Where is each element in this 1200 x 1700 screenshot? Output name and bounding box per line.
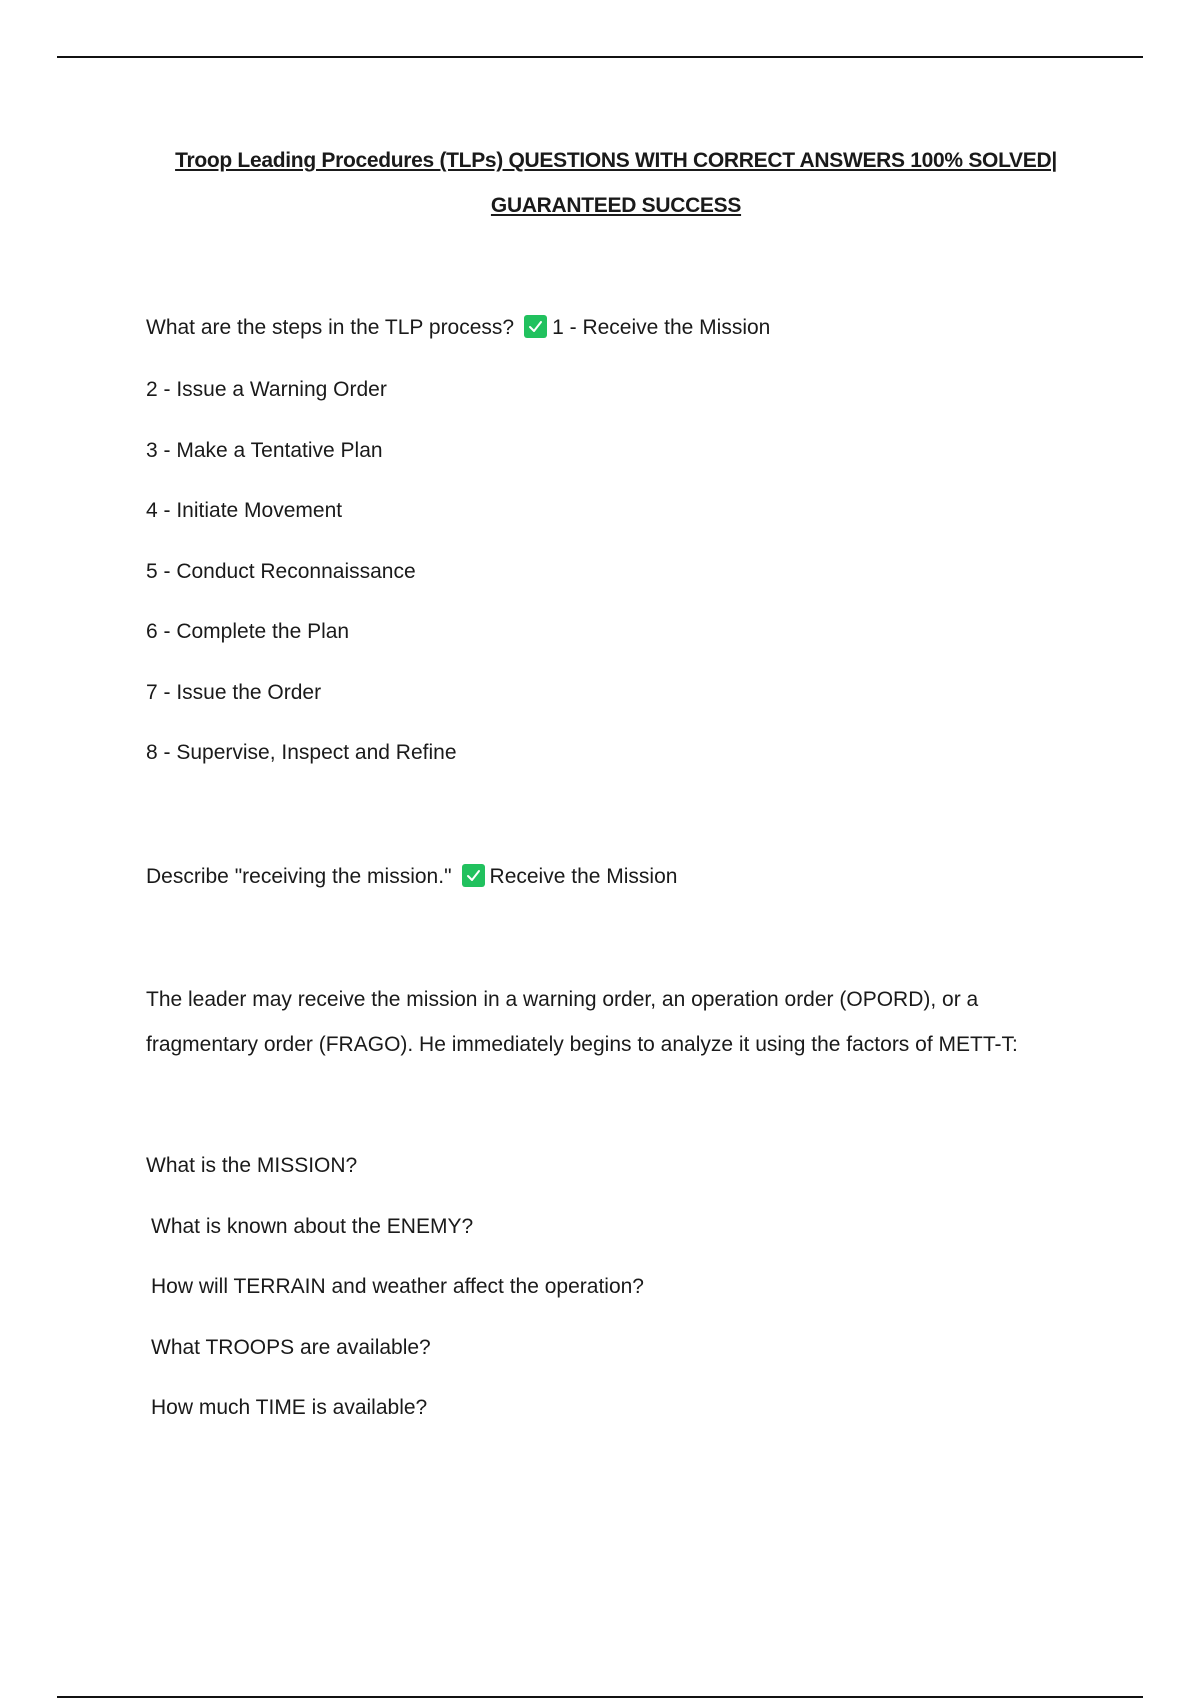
check-mark-icon (524, 315, 547, 338)
tlp-step-3: 3 - Make a Tentative Plan (146, 439, 383, 462)
question-2 (146, 863, 677, 890)
question-1 (146, 314, 770, 341)
question-1-answer: 1 - Receive the Mission (552, 316, 771, 339)
question-2-text: Describe "receiving the mission." (146, 865, 452, 888)
tlp-step-4: 4 - Initiate Movement (146, 499, 343, 522)
mett-t-troops: What TROOPS are available? (151, 1336, 431, 1359)
header-rule (57, 56, 1143, 58)
check-mark-icon (462, 864, 485, 887)
tlp-step-8: 8 - Supervise, Inspect and Refine (146, 741, 457, 764)
tlp-step-5: 5 - Conduct Reconnaissance (146, 560, 416, 583)
document-title-line-2: GUARANTEED SUCCESS (490, 194, 742, 217)
question-2-answer: Receive the Mission (489, 865, 678, 888)
answer-paragraph-line-2: fragmentary order (FRAGO). He immediately begins to analyze it using the factors of METT-T: (146, 1033, 1018, 1056)
question-1-text: What are the steps in the TLP process? (146, 316, 515, 339)
mett-t-time: How much TIME is available? (151, 1396, 428, 1419)
answer-paragraph-line-1: The leader may receive the mission in a warning order, an operation order (OPORD), or a (146, 988, 979, 1011)
mett-t-enemy: What is known about the ENEMY? (151, 1215, 474, 1238)
tlp-step-6: 6 - Complete the Plan (146, 620, 350, 643)
footer-rule (57, 1696, 1143, 1698)
mett-t-terrain: How will TERRAIN and weather affect the operation? (151, 1275, 644, 1298)
mett-t-mission: What is the MISSION? (146, 1154, 358, 1177)
document-title-line-1: Troop Leading Procedures (TLPs) QUESTIONS WITH CORRECT ANSWERS 100% SOLVED| (175, 149, 1057, 172)
tlp-step-2: 2 - Issue a Warning Order (146, 378, 387, 401)
tlp-step-7: 7 - Issue the Order (146, 681, 322, 704)
